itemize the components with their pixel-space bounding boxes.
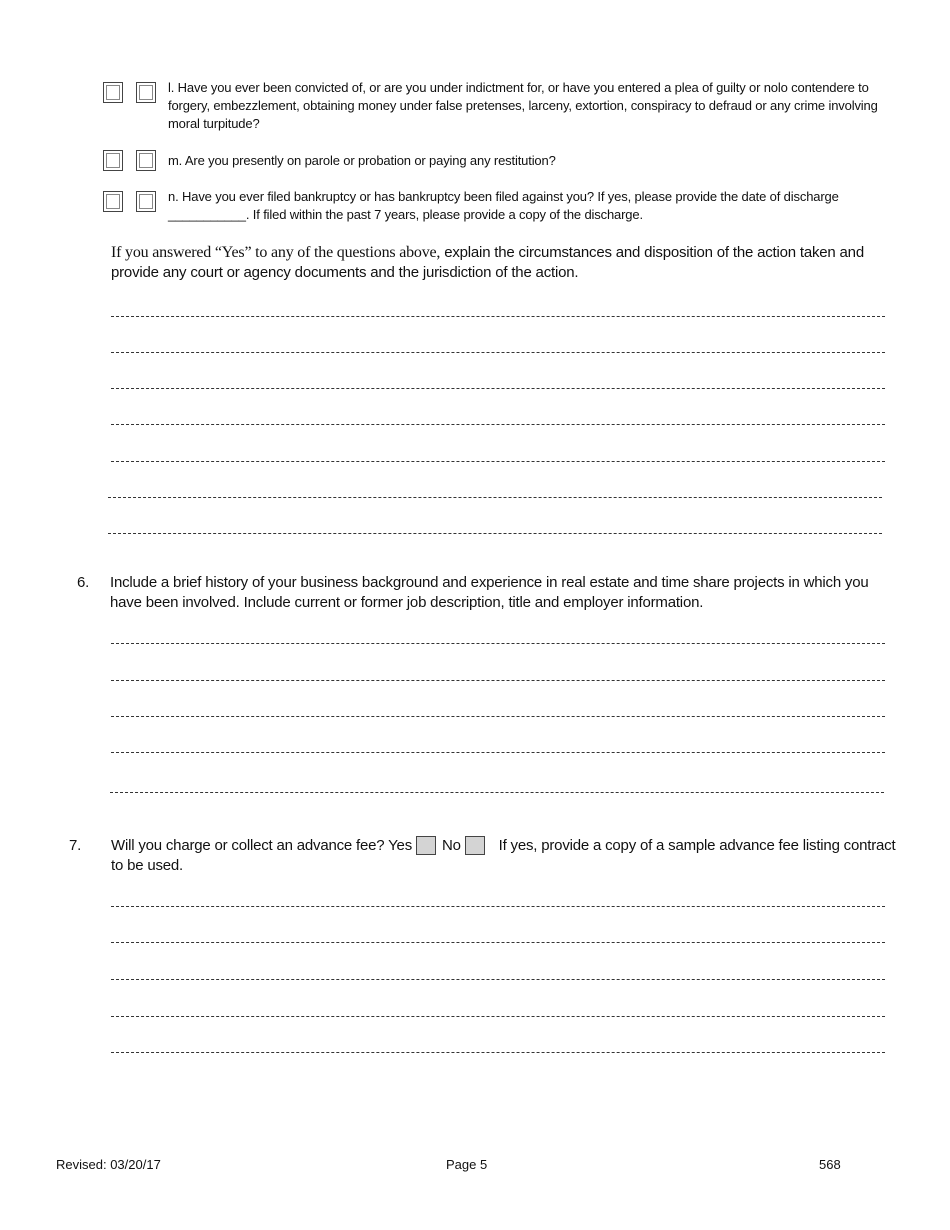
section-7-question: Will you charge or collect an advance fee? Yes <box>111 837 412 854</box>
section-6-answer-line[interactable] <box>111 716 885 717</box>
advance-fee-no-label: No <box>441 837 461 854</box>
question-n-text: n. Have you ever filed bankruptcy or has bankruptcy been filed against you? If yes, please provide the date of discharge ___________. If filed within the past 7 years, please provide a copy of the discharge. <box>168 189 839 222</box>
question-n-no-checkbox[interactable] <box>136 191 156 212</box>
explanation-instructions <box>111 243 896 283</box>
explanation-answer-line[interactable] <box>111 424 885 425</box>
explanation-answer-line[interactable] <box>111 352 885 353</box>
question-l-yes-checkbox[interactable] <box>103 82 123 103</box>
section-6-number: 6. <box>77 574 90 591</box>
section-7-answer-line[interactable] <box>111 942 885 943</box>
section-7-instruction: If yes, provide a copy of a sample advance fee listing contract to be used. <box>111 837 896 874</box>
section-6-text: Include a brief history of your business background and experience in real estate and time share projects in which you have been involved. Include current or former job description, title and employer information. <box>110 574 869 611</box>
footer-revised-date: Revised: 03/20/17 <box>56 1157 161 1172</box>
question-m-yes-checkbox[interactable] <box>103 150 123 171</box>
explanation-rest: explain the circumstances and disposition of the action taken and provide any court or agency documents and the jurisdiction of the action. <box>111 244 864 281</box>
section-6-answer-line[interactable] <box>111 680 885 681</box>
explanation-answer-line[interactable] <box>111 316 885 317</box>
section-6-answer-line[interactable] <box>111 752 885 753</box>
section-7-answer-line[interactable] <box>111 1052 885 1053</box>
question-l-text: l. Have you ever been convicted of, or are you under indictment for, or have you entered a plea of guilty or nolo contendere to forgery, embezzlement, obtaining money under false pretenses, larceny, extortion, conspiracy to defraud or any crime involving moral turpitude? <box>168 80 878 131</box>
advance-fee-yes-checkbox[interactable] <box>416 836 436 855</box>
explanation-answer-line[interactable] <box>111 461 885 462</box>
question-l-no-checkbox[interactable] <box>136 82 156 103</box>
question-m-text: m. Are you presently on parole or probation or paying any restitution? <box>168 153 556 168</box>
question-m-no-checkbox[interactable] <box>136 150 156 171</box>
footer-page-number: Page 5 <box>446 1157 488 1172</box>
section-6-answer-line[interactable] <box>110 792 884 793</box>
explanation-answer-line[interactable] <box>111 388 885 389</box>
section-7-answer-line[interactable] <box>111 1016 885 1017</box>
footer-form-number: 568 <box>819 1157 841 1172</box>
section-7-number: 7. <box>69 837 82 854</box>
advance-fee-no-checkbox[interactable] <box>465 836 485 855</box>
explanation-prefix: If you answered “Yes” to any of the questions above, <box>111 244 441 261</box>
section-7-answer-line[interactable] <box>111 906 885 907</box>
explanation-answer-line[interactable] <box>108 533 882 534</box>
explanation-answer-line[interactable] <box>108 497 882 498</box>
section-7-answer-line[interactable] <box>111 979 885 980</box>
question-n-yes-checkbox[interactable] <box>103 191 123 212</box>
section-7-text <box>111 836 901 876</box>
section-6-answer-line[interactable] <box>111 643 885 644</box>
